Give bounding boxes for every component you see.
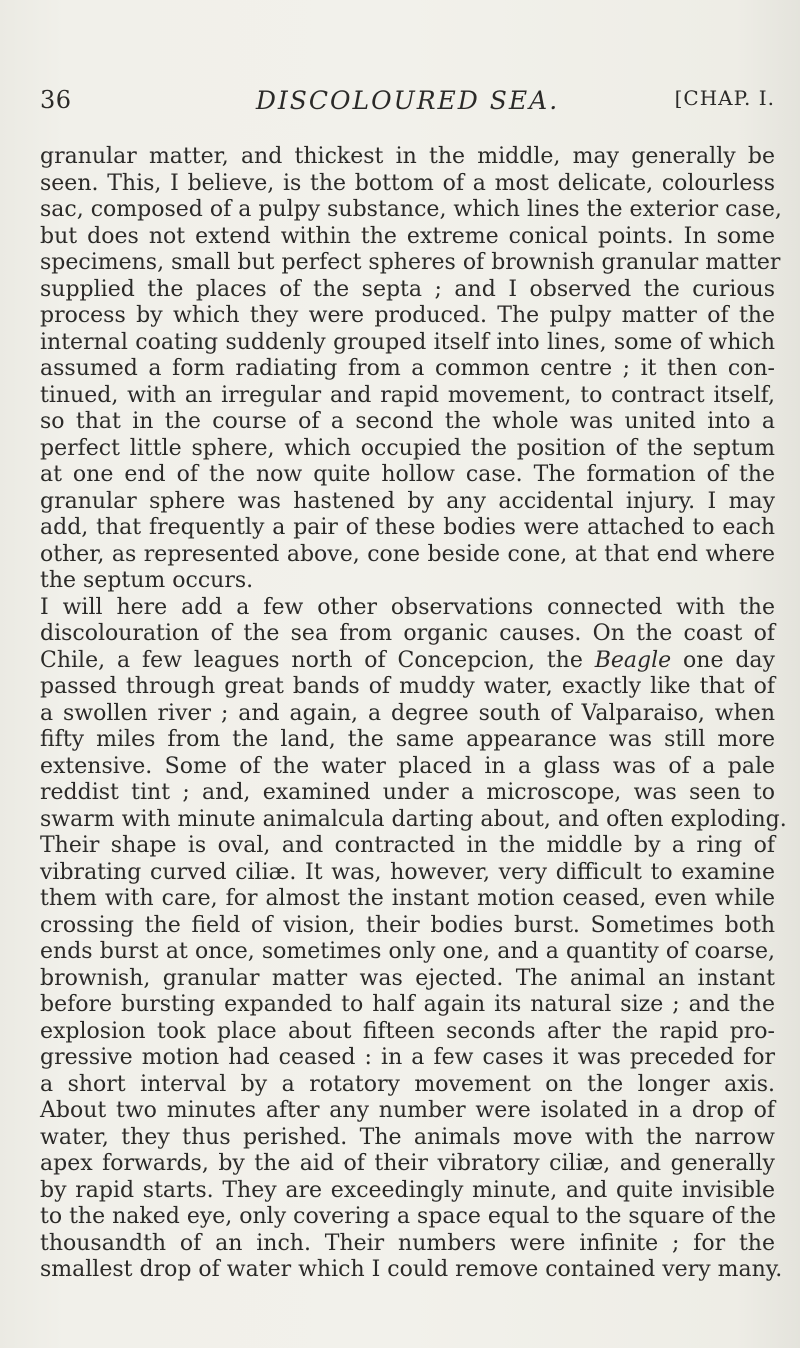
text-line: extensive. Some of the water placed in a glass was of a pale — [40, 753, 775, 779]
text-line: thousandth of an inch. Their numbers were infinite ; for the — [40, 1230, 775, 1256]
text-line: discolouration of the sea from organic causes. On the coast of — [40, 621, 775, 646]
text-line: assumed a form radiating from a common centre ; it then con- — [40, 356, 775, 381]
text-line: brownish, granular matter was ejected. The animal an instant — [40, 965, 775, 991]
text-line: by rapid starts. They are exceedingly minute, and quite invisible — [40, 1177, 775, 1203]
text-line: add, that frequently a pair of these bodies were attached to each — [40, 515, 775, 540]
paragraph-end-line: the septum occurs. — [40, 568, 254, 593]
text-line: crossing the field of vision, their bodies burst. Sometimes both — [40, 912, 775, 938]
text-line: but does not extend within the extreme conical points. In some — [40, 223, 775, 249]
body-text — [40, 144, 787, 1284]
text-line: sac, composed of a pulpy substance, which lines the exterior case, — [40, 197, 782, 222]
text-line: other, as represented above, cone beside cone, at that end where — [40, 541, 775, 567]
text-line: them with care, for almost the instant motion ceased, even while — [40, 886, 775, 911]
page-number: 36 — [40, 86, 72, 114]
text-line: apex forwards, by the aid of their vibratory ciliæ, and generally — [40, 1151, 775, 1176]
text-line: a swollen river ; and again, a degree south of Valparaiso, when — [40, 700, 775, 726]
text-line: Their shape is oval, and contracted in the middle by a ring of — [40, 833, 775, 858]
chapter-reference: [CHAP. I. — [674, 86, 775, 110]
text-line: perfect little sphere, which occupied the position of the septum — [40, 435, 775, 461]
text-line: Chile, a few leagues north of Concepcion, the Beagle one day — [40, 647, 775, 673]
text-line: reddist tint ; and, examined under a microscope, was seen to — [40, 780, 775, 805]
text-line: seen. This, I believe, is the bottom of a most delicate, colourless — [40, 170, 775, 196]
text-line: granular sphere was hastened by any accidental injury. I may — [40, 488, 775, 514]
text-line: before bursting expanded to half again its natural size ; and the — [40, 992, 775, 1017]
running-title: DISCOLOURED SEA. — [255, 86, 560, 115]
ship-name: Beagle — [594, 647, 672, 673]
text-line: specimens, small but perfect spheres of brownish granular matter — [40, 250, 781, 275]
text-line: tinued, with an irregular and rapid movement, to contract itself, — [40, 382, 775, 408]
text-line: to the naked eye, only covering a space equal to the square of the — [40, 1204, 777, 1229]
text-line: fifty miles from the land, the same appearance was still more — [40, 727, 775, 752]
text-line: ends burst at once, sometimes only one, and a quantity of coarse, — [40, 939, 775, 964]
text-line: gressive motion had ceased : in a few cases it was preceded for — [40, 1045, 775, 1070]
text-line: process by which they were produced. The pulpy matter of the — [40, 303, 775, 328]
text-line: internal coating suddenly grouped itself into lines, some of which — [40, 329, 775, 355]
text-line: supplied the places of the septa ; and I observed the curious — [40, 276, 775, 302]
paragraph-start-line: I will here add a few other observations connected with the — [40, 594, 775, 620]
text-line: a short interval by a rotatory movement on the longer axis. — [40, 1071, 775, 1097]
text-line: at one end of the now quite hollow case. The formation of the — [40, 462, 775, 487]
text-line: swarm with minute animalcula darting about, and often exploding. — [40, 806, 787, 832]
text-line: explosion took place about fifteen seconds after the rapid pro- — [40, 1018, 775, 1044]
running-head — [40, 86, 775, 126]
text-line: vibrating curved ciliæ. It was, however, very difficult to examine — [40, 859, 775, 885]
text-line: water, they thus perished. The animals move with the narrow — [40, 1124, 775, 1150]
text-line: About two minutes after any number were isolated in a drop of — [40, 1098, 775, 1123]
text-line: so that in the course of a second the whole was united into a — [40, 409, 775, 434]
text-line: granular matter, and thickest in the middle, may generally be — [40, 144, 775, 169]
text-line: smallest drop of water which I could remove contained very many. — [40, 1257, 783, 1282]
text-line: passed through great bands of muddy water, exactly like that of — [40, 674, 775, 699]
